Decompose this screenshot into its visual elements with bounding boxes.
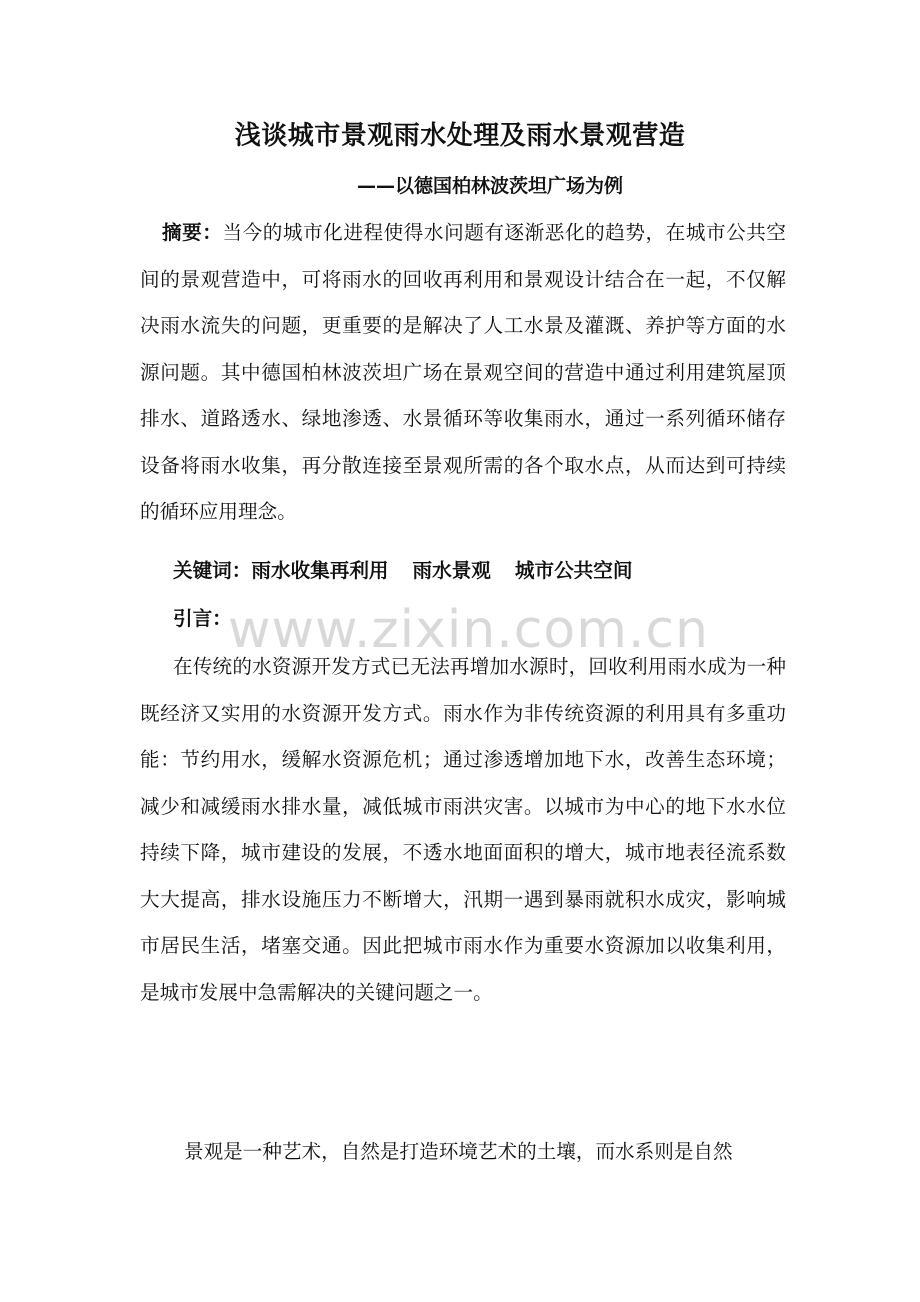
document-title: 浅谈城市景观雨水处理及雨水景观营造: [234, 121, 686, 151]
abstract-label: 摘要：: [162, 221, 223, 244]
keyword-item: 雨水景观: [412, 559, 491, 582]
intro-heading: 引言：: [173, 607, 232, 630]
body-paragraph: 在传统的水资源开发方式已无法再增加水源时，回收利用雨水成为一种既经济又实用的水资源开发方式。雨水作为非传统资源的利用具有多重功能：节约用水，缓解水资源危机；通过渗透增加地下水，改善生态环境；减少和减缓雨水排水量，减低城市雨洪灾害。以城市为中心的地下水水位持续下降，城市建设的发展，不透水地面面积的增大，城市地表径流系数大大提高，排水设施压力不断增大，汛期一遇到暴雨就积水成灾，影响城市居民生活，堵塞交通。因此把城市雨水作为重要水资源加以收集利用，是城市发展中急需解决的关键问题之一。: [140, 655, 786, 1004]
keywords-paragraph: [140, 548, 786, 595]
abstract-paragraph: [140, 210, 786, 536]
watermark: www.zixin.com.cn: [228, 600, 709, 660]
keywords-label: 关键词：: [173, 559, 252, 582]
keyword-item: 雨水收集再利用: [251, 559, 389, 582]
abstract-text: 当今的城市化进程使得水问题有逐渐恶化的趋势，在城市公共空间的景观营造中，可将雨水的回收再利用和景观设计结合在一起，不仅解决雨水流失的问题，更重要的是解决了人工水景及灌溉、养护等方面的水源问题。其中德国柏林波茨坦广场在景观空间的营造中通过利用建筑屋顶排水、道路透水、绿地渗透、水景循环等收集雨水，通过一系列循环储存设备将雨水收集，再分散连接至景观所需的各个取水点，从而达到可持续的循环应用理念。: [140, 221, 787, 523]
keyword-item: 城市公共空间: [514, 559, 633, 582]
body-paragraph: 景观是一种艺术，自然是打造环境艺术的土壤，而水系则是自然: [184, 1140, 733, 1163]
document-subtitle: ——以德国柏林波茨坦广场为例: [356, 175, 623, 197]
